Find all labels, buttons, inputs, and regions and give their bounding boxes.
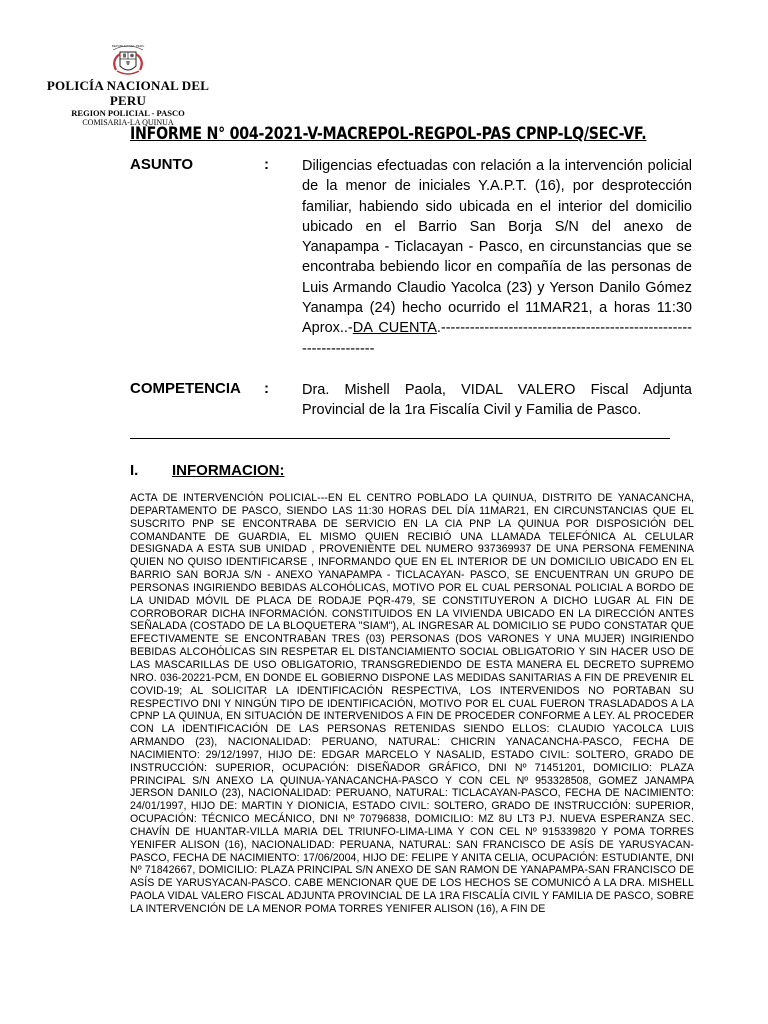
da-cuenta: DA CUENTA [352,320,437,337]
organization-header [28,78,228,128]
asunto-label: ASUNTO [130,156,194,173]
org-office: COMISARIA-LA QUINUA [82,118,174,127]
section-heading-informacion [130,462,285,479]
section-title: INFORMACION: [172,462,285,479]
competencia-text: Dra. Mishell Paola, VIDAL VALERO Fiscal Adjunta Provincial de la 1ra Fiscalía Civil y Familia de Pasco. [302,382,692,419]
org-name: POLICÍA NACIONAL DEL PERU [46,78,210,108]
informacion-body: ACTA DE INTERVENCIÓN POLICIAL---EN EL CENTRO POBLADO LA QUINUA, DISTRITO DE YANACANCHA, DEPARTAMENTO DE PASCO, SIENDO LAS 11:30 HORAS DEL DÍA 11MAR21, EN CIRCUNSTANCIAS QUE EL SUSCRITO PNP SE ENCONTRABA DE SERVICIO EN LA CIA PNP LA QUINUA POR DISPOSICIÓN DEL COMANDANTE DE GUARDIA, EL MISMO QUIEN RECIBIÓ UNA LLAMADA TELEFÓNICA AL CELULAR DESIGNADA A ESTA SUB UNIDAD , PROVENIENTE DEL NUMERO 937369937 DE UNA PERSONA FEMENINA QUIEN NO QUISO IDENTIFICARSE , INFORMANDO QUE EN EL INTERIOR DE UN DOMICILIO UBICADO EN EL BARRIO SAN BORJA S/N - ANEXO YANAPAMPA - TICLACAYAN- PASCO, SE ENCUENTRAN UN GRUPO DE PERSONAS INGIRIENDO BEBIDAS ALCOHÓLICAS, MOTIVO POR EL CUAL PERSONAL POLICIAL A BORDO DE LA UNIDAD MÓVIL DE PLACA DE RODAJE PQR-479, SE CONSTITUYERON A DICHO LUGAR AL FIN DE CORROBORAR DICHA INFORMACIÓN. CONSTITUIDOS EN LA VIVIENDA UBICADO EN LA DIRECCIÓN ANTES SEÑALADA (COSTADO DE LA BLOQUETERA "SIAM"), AL INGRESAR AL DOMICILIO SE PUDO CONSTATAR QUE EFECTIVAMENTE SE ENCONTRABAN TRES (03) PERSONAS (DOS VARONES Y UNA MUJER) INGIRIENDO BEBIDAS ALCOHÓLICAS SIN RESPETAR EL DISTANCIAMIENTO SOCIAL OBLIGATORIO Y SIN HACER USO DE LAS MASCARILLAS DE USO OBLIGATORIO, TRANSGREDIENDO DE ESTA MANERA EL DECRETO SUPREMO NRO. 036-20221-PCM, EN DONDE EL GOBIERNO DISPONE LAS MEDIDAS SANITARIAS A FIN DE PREVENIR EL COVID-19; AL SOLICITAR LA IDENTIFICACIÓN RESPECTIVA, LOS INTERVENIDOS NO PORTABAN SU RESPECTIVO DNI Y NINGÚN TIPO DE IDENTIFICACIÓN, MOTIVO POR EL CUAL FUERON TRASLADADOS A LA CPNP LA QUINUA, EN SITUACIÓN DE INTERVENIDOS A FIN DE PROCEDER CONFORME A LEY. AL PROCEDER CON LA IDENTIFICACIÓN DE LAS PERSONAS RETENIDAS SIENDO ELLOS: CLAUDIO YACOLCA LUIS ARMANDO (23), NACIONALIDAD: PERUANO, NATURAL: CHICRIN YANACANCHA-PASCO, FECHA DE NACIMIENTO: 29/12/1997, HIJO DE: EDGAR MARCELO Y NASALID, ESTADO CIVIL: SOLTERO, GRADO DE INSTRUCCIÓN: SUPERIOR, OCUPACIÓN: DISEÑADOR GRÁFICO, DNI Nº 71451201, DOMICILIO: PLAZA PRINCIPAL S/N ANEXO LA QUINUA-YANACANCHA-PASCO Y CON CEL Nº 953328508, GOMEZ JANAMPA JERSON DANILO (23), NACIONALIDAD: PERUANO, NATURAL: TICLACAYAN-PASCO, FECHA DE NACIMIENTO: 24/01/1997, HIJO DE: MARTIN Y DIONICIA, ESTADO CIVIL: SOLTERO, GRADO DE INSTRUCCIÓN: SUPERIOR, OCUPACIÓN: TÉCNICO MECÁNICO, DNI Nº 70796838, DOMICILIO: MZ 8U LT3 PJ. NUEVA ESPERANZA SEC. CHAVÍN DE HUANTAR-VILLA MARIA DEL TRIUNFO-LIMA-LIMA Y CON CEL Nº 915339820 Y POMA TORRES YENIFER ALISON (16), NACIONALIDAD: PERUANA, NATURAL: SAN FRANCISCO DE ASÍS DE YARUSYACAN-PASCO, FECHA DE NACIMIENTO: 17/06/2004, HIJO DE: FELIPE Y ANITA CELIA, OCUPACIÓN: ESTUDIANTE, DNI Nº 71842667, DOMICILIO: PLAZA PRINCIPAL S/N ANEXO DE SAN RAMON DE YANAPAMPA-SAN FRANCISCO DE ASÍS DE YARUSYACAN-PASCO. CABE MENCIONAR QUE DE LOS HECHOS SE COMUNICÓ A LA DRA. MISHELL PAOLA VIDAL VALERO FISCAL ADJUNTA PROVINCIAL DE LA 1RA FISCALÍA CIVIL Y FAMILIA DE PASCO, SOBRE LA INTERVENCIÓN DE LA MENOR POMA TORRES YENIFER ALISON (16), A FIN DE [130,492,694,915]
org-region: REGION POLICIAL - PASCO [71,108,185,118]
asunto-trailing-dashes: .------------------------------------------------------------------- [302,320,692,357]
competencia-label: COMPETENCIA [130,380,241,397]
asunto-text [302,156,692,359]
asunto-body: Diligencias efectuadas con relación a la intervención policial de la menor de iniciales Y.A.P.T. (16), por desprotección familiar, habiendo sido ubicada en el interior del domicilio ubicado en el Barrio San Borja S/N del anexo de Yanapampa - Ticlacayan - Pasco, en circunstancias que se encontraba bebiendo licor en compañía de las personas de Luis Armando Claudio Yacolca (23) y Yerson Danilo Gómez Yanampa (24) hecho ocurrido el 11MAR21, a horas 11:30 Aprox..- [302,158,692,337]
peru-coat-of-arms-seal [103,42,153,82]
competencia-colon: : [264,380,269,397]
section-number: I. [130,462,139,479]
seal-caption: REPUBLICA DEL PERU [111,44,145,48]
asunto-colon: : [264,156,269,173]
report-title: INFORME N° 004-2021-V-MACREPOL-REGPOL-PAS CPNP-LQ/SEC-VF. [130,124,647,143]
separator-line [130,438,670,439]
